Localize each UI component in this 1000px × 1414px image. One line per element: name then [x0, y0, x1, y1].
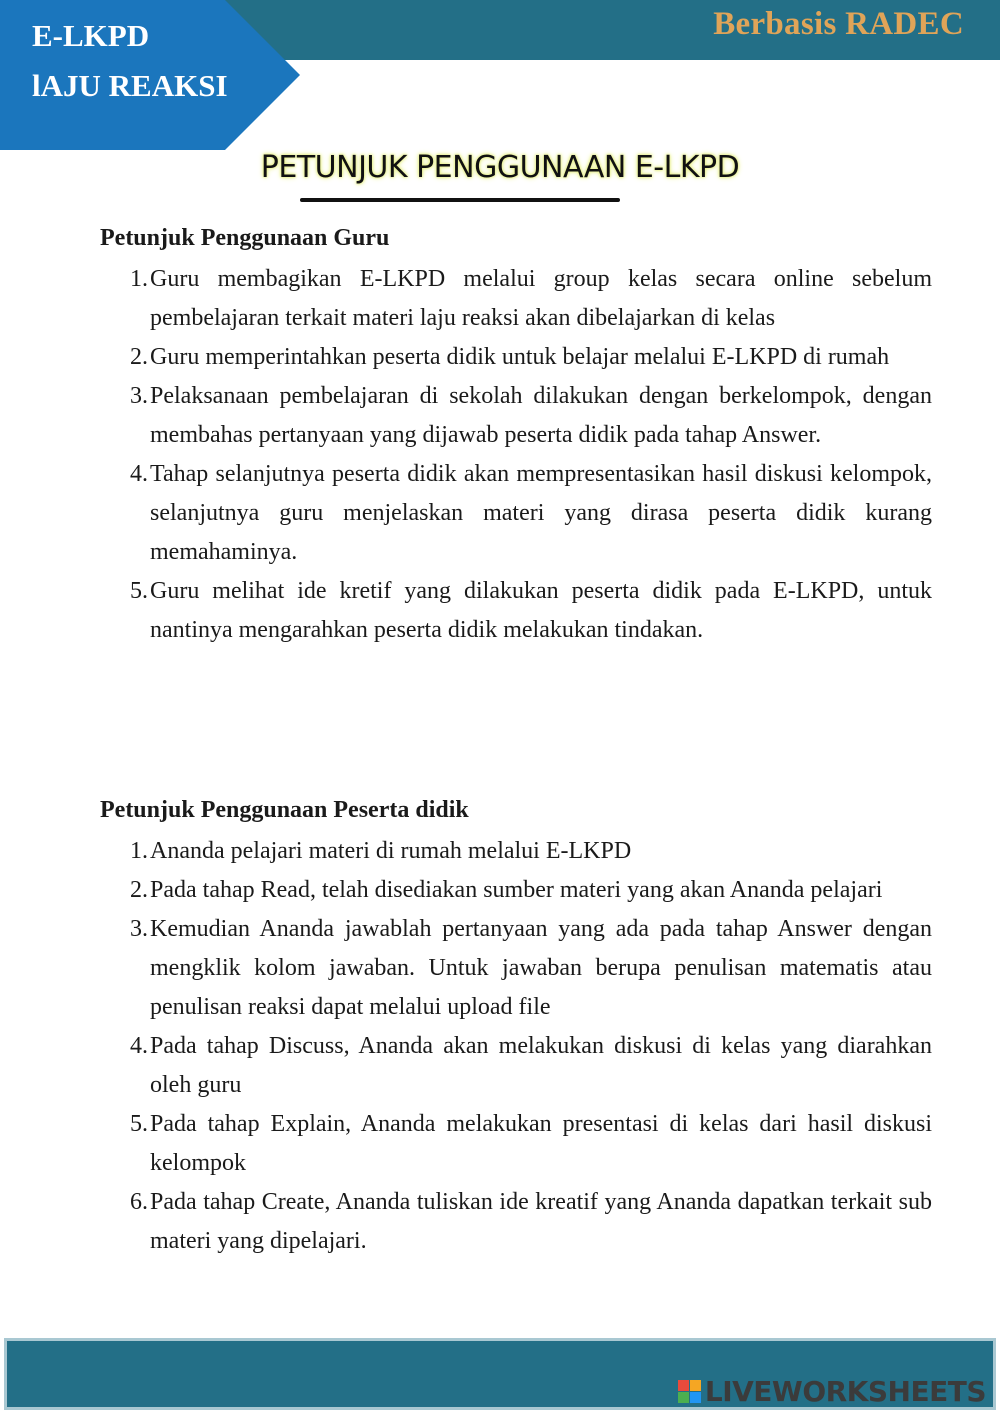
item-text: Tahap selanjutnya peserta didik akan mempresentasikan hasil diskusi kelompok, selanjutnya guru menjelaskan materi yang dirasa peserta didik kurang memahaminya. [150, 461, 932, 565]
item-number: 3. [130, 383, 148, 409]
list-item [100, 338, 932, 377]
item-number: 4. [130, 1033, 148, 1059]
instruction-list [100, 832, 932, 1261]
badge-line-2: lAJU REAKSI [32, 68, 228, 103]
page-title: PETUNJUK PENGGUNAAN E-LKPD [260, 150, 740, 185]
item-text: Ananda pelajari materi di rumah melalui E-LKPD [150, 838, 632, 864]
brand-square [690, 1392, 701, 1403]
badge-line-1: E-LKPD [32, 18, 150, 53]
item-text: Pada tahap Explain, Ananda melakukan presentasi di kelas dari hasil diskusi kelompok [150, 1111, 932, 1176]
item-number: 5. [130, 1111, 148, 1137]
item-text: Guru membagikan E-LKPD melalui group kelas secara online sebelum pembelajaran terkait materi laju reaksi akan dibelajarkan di kelas [150, 266, 932, 331]
header-subtitle: Berbasis RADEC [713, 6, 964, 42]
list-item [100, 1027, 932, 1105]
list-item [100, 910, 932, 1027]
list-item [100, 260, 932, 338]
list-item [100, 1183, 932, 1261]
item-text: Pada tahap Read, telah disediakan sumber materi yang akan Ananda pelajari [150, 877, 883, 903]
list-item [100, 377, 932, 455]
item-number: 4. [130, 461, 148, 487]
list-item [100, 832, 932, 871]
instruction-list [100, 260, 932, 650]
item-text: Guru melihat ide kretif yang dilakukan peserta didik pada E-LKPD, untuk nantinya mengarahkan peserta didik melakukan tindakan. [150, 578, 932, 643]
item-number: 2. [130, 344, 148, 370]
liveworksheets-logo[interactable] [678, 1375, 986, 1408]
brand-square [678, 1392, 689, 1403]
section-peserta-didik [100, 792, 932, 1261]
item-text: Kemudian Ananda jawablah pertanyaan yang ada pada tahap Answer dengan mengklik kolom jawaban. Untuk jawaban berupa penulisan matematis atau penulisan reaksi dapat melalui upload file [150, 916, 932, 1020]
item-number: 1. [130, 266, 148, 292]
list-item [100, 1105, 932, 1183]
brand-grid-icon [678, 1380, 701, 1403]
list-item [100, 455, 932, 572]
item-text: Pelaksanaan pembelajaran di sekolah dilakukan dengan berkelompok, dengan membahas pertanyaan yang dijawab peserta didik pada tahap Answer. [150, 383, 932, 448]
item-number: 1. [130, 838, 148, 864]
section-heading: Petunjuk Penggunaan Guru [100, 225, 390, 251]
item-number: 3. [130, 916, 148, 942]
brand-square [690, 1380, 701, 1391]
section-guru [100, 220, 932, 650]
item-number: 5. [130, 578, 148, 604]
item-text: Pada tahap Create, Ananda tuliskan ide kreatif yang Ananda dapatkan terkait sub materi yang dipelajari. [150, 1189, 932, 1254]
list-item [100, 871, 932, 910]
section-heading: Petunjuk Penggunaan Peserta didik [100, 797, 469, 823]
item-number: 2. [130, 877, 148, 903]
brand-text: LIVEWORKSHEETS [704, 1375, 986, 1408]
item-number: 6. [130, 1189, 148, 1215]
list-item [100, 572, 932, 650]
title-underline [300, 198, 620, 202]
item-text: Pada tahap Discuss, Ananda akan melakukan diskusi di kelas yang diarahkan oleh guru [150, 1033, 932, 1098]
brand-square [678, 1380, 689, 1391]
item-text: Guru memperintahkan peserta didik untuk belajar melalui E-LKPD di rumah [150, 344, 890, 370]
